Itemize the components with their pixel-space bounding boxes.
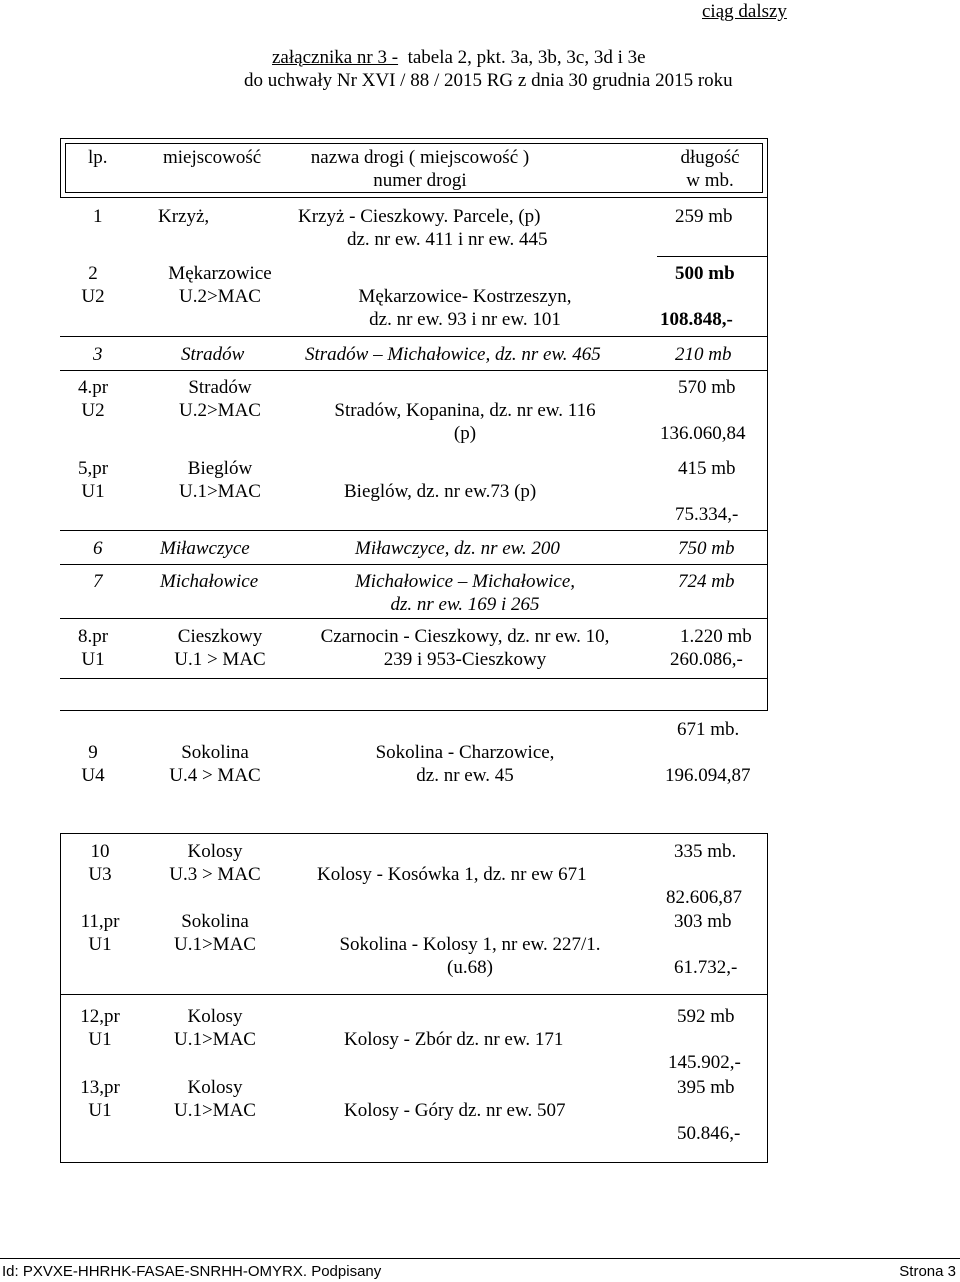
resolution-line: do uchwały Nr XVI / 88 / 2015 RG z dnia 30 grudnia 2015 roku (244, 70, 733, 91)
row3-nazwa: Stradów – Michałowice, dz. nr ew. 465 (305, 344, 601, 365)
document-id: Id: PXVXE-HHRHK-FASAE-SNRHH-OMYRX. Podpisany (2, 1263, 382, 1280)
row5-nazwa: Bieglów, dz. nr ew.73 (p) (344, 481, 537, 502)
row5-lp-code: U1 (81, 481, 105, 502)
row9-lp-code: U4 (81, 765, 105, 786)
row13-dlugosc: 395 mb (677, 1077, 735, 1098)
row6-nazwa: Miławczyce, dz. nr ew. 200 (355, 538, 560, 559)
row7-nazwa-line2: dz. nr ew. 169 i 265 (390, 594, 540, 615)
continued-note: ciąg dalszy (702, 1, 787, 22)
row4-value: 136.060,84 (660, 423, 746, 444)
row2-nazwa (330, 285, 600, 331)
row7-lp: 7 (93, 571, 103, 592)
row12-lp (70, 1005, 130, 1051)
row6-dlugosc: 750 mb (678, 538, 735, 559)
row4-lp-code: U2 (81, 400, 105, 421)
row2-lp (70, 262, 116, 308)
row2-value: 108.848,- (660, 309, 733, 330)
row12-lp-code: U1 (88, 1029, 112, 1050)
row1-separator (657, 256, 767, 257)
row9-value: 196.094,87 (665, 765, 751, 786)
row6-miejscowosc: Miławczyce (160, 538, 250, 559)
row11-miejscowosc-code: U.1>MAC (174, 934, 256, 955)
row10-miejscowosc-code: U.3 > MAC (169, 864, 261, 885)
row5-miejscowosc-name: Bieglów (187, 458, 253, 479)
column-dlugosc-line1: długość (680, 147, 740, 168)
row8-miejscowosc (150, 625, 290, 671)
row5-miejscowosc (150, 457, 290, 503)
row3-top-line (60, 336, 768, 337)
row1-lp: 1 (93, 206, 103, 227)
row5-value: 75.334,- (675, 504, 739, 525)
column-dlugosc (660, 146, 760, 192)
row12-nazwa: Kolosy - Zbór dz. nr ew. 171 (344, 1029, 564, 1050)
row12-dlugosc: 592 mb (677, 1006, 735, 1027)
row12-lp-number: 12,pr (80, 1006, 120, 1027)
row8-miejscowosc-code: U.1 > MAC (174, 649, 266, 670)
row2-nazwa-line1: Mękarzowice- Kostrzeszyn, (358, 286, 572, 307)
row13-nazwa: Kolosy - Góry dz. nr ew. 507 (344, 1100, 566, 1121)
row8-bottom-line (60, 678, 768, 679)
attachment-details: tabela 2, pkt. 3a, 3b, 3c, 3d i 3e (407, 47, 646, 68)
row8-value: 260.086,- (670, 649, 743, 670)
row2-dlugosc: 500 mb (675, 263, 735, 284)
row11-nazwa-line2: (u.68) (447, 957, 493, 978)
row11-lp-code: U1 (88, 934, 112, 955)
row11-nazwa (305, 933, 635, 979)
lower-table-separator (60, 994, 768, 995)
row4-miejscowosc-name: Stradów (188, 377, 252, 398)
row8-nazwa-line2: 239 i 953-Cieszkowy (383, 649, 547, 670)
row5-miejscowosc-code: U.1>MAC (179, 481, 261, 502)
attachment-header (272, 46, 646, 69)
row4-miejscowosc (150, 376, 290, 422)
row1-nazwa-line2: dz. nr ew. 411 i nr ew. 445 (347, 229, 548, 250)
row8-miejscowosc-name: Cieszkowy (177, 626, 263, 647)
row9-lp-number: 9 (88, 742, 98, 763)
row4-dlugosc: 570 mb (678, 377, 736, 398)
row4-lp-number: 4.pr (77, 377, 109, 398)
row7-bottom-line (60, 618, 768, 619)
column-nazwa (290, 146, 550, 192)
row7-nazwa-line1: Michałowice – Michałowice, (354, 571, 576, 592)
row9-miejscowosc-name: Sokolina (181, 742, 249, 763)
row3-dlugosc: 210 mb (675, 344, 732, 365)
row8-lp (70, 625, 116, 671)
row5-lp (70, 457, 116, 503)
row13-lp-code: U1 (88, 1100, 112, 1121)
table-right-border (767, 198, 768, 710)
column-miejscowosc: miejscowość (163, 147, 262, 168)
blank-row-line (60, 710, 768, 711)
row1-miejscowosc: Krzyż, (158, 206, 210, 227)
row13-miejscowosc-name: Kolosy (187, 1077, 243, 1098)
row11-miejscowosc (145, 910, 285, 956)
row13-lp-number: 13,pr (80, 1077, 120, 1098)
row8-dlugosc: 1.220 mb (680, 626, 752, 647)
row4-nazwa-line2: (p) (453, 423, 477, 444)
row3-bottom-line (60, 370, 768, 371)
page-number: Strona 3 (899, 1263, 956, 1280)
row8-nazwa (300, 625, 630, 671)
row5-lp-number: 5,pr (77, 458, 109, 479)
row9-nazwa-line2: dz. nr ew. 45 (416, 765, 514, 786)
row2-lp-number: 2 (88, 263, 98, 284)
row2-lp-code: U2 (81, 286, 105, 307)
row7-dlugosc: 724 mb (678, 571, 735, 592)
row11-value: 61.732,- (674, 957, 738, 978)
row8-nazwa-line1: Czarnocin - Cieszkowy, dz. nr ew. 10, (320, 626, 610, 647)
row10-lp-code: U3 (88, 864, 112, 885)
row11-miejscowosc-name: Sokolina (181, 911, 249, 932)
row13-miejscowosc (145, 1076, 285, 1122)
row2-miejscowosc (150, 262, 290, 308)
row4-nazwa-line1: Stradów, Kopanina, dz. nr ew. 116 (334, 400, 596, 421)
row6-lp: 6 (93, 538, 103, 559)
row3-miejscowosc: Stradów (181, 344, 245, 365)
column-lp: lp. (88, 147, 108, 168)
row10-nazwa: Kolosy - Kosówka 1, dz. nr ew 671 (317, 864, 587, 885)
row12-miejscowosc-code: U.1>MAC (174, 1029, 256, 1050)
footer-separator (0, 1258, 960, 1259)
row13-miejscowosc-code: U.1>MAC (174, 1100, 256, 1121)
row2-miejscowosc-code: U.2>MAC (179, 286, 261, 307)
row2-miejscowosc-name: Mękarzowice (168, 263, 272, 284)
attachment-label: załącznika nr 3 - (272, 47, 399, 68)
row9-miejscowosc (145, 741, 285, 787)
row2-nazwa-line2: dz. nr ew. 93 i nr ew. 101 (369, 309, 561, 330)
row10-value: 82.606,87 (666, 887, 742, 908)
row11-nazwa-line1: Sokolina - Kolosy 1, nr ew. 227/1. (339, 934, 601, 955)
column-nazwa-line2: numer drogi (373, 170, 467, 191)
row12-miejscowosc-name: Kolosy (187, 1006, 243, 1027)
row1-dlugosc: 259 mb (675, 206, 733, 227)
row4-lp (70, 376, 116, 422)
row9-nazwa (320, 741, 610, 787)
row13-value: 50.846,- (677, 1123, 741, 1144)
column-nazwa-line1: nazwa drogi ( miejscowość ) (310, 147, 530, 168)
row9-dlugosc: 671 mb. (677, 719, 740, 740)
row5-dlugosc: 415 mb (678, 458, 736, 479)
row11-dlugosc: 303 mb (674, 911, 732, 932)
row9-lp (70, 741, 116, 787)
row5-bottom-line (60, 530, 768, 531)
row10-lp (70, 840, 130, 886)
row3-lp: 3 (93, 344, 103, 365)
row6-bottom-line (60, 564, 768, 565)
row4-nazwa (300, 399, 630, 445)
row9-miejscowosc-code: U.4 > MAC (169, 765, 261, 786)
row1-nazwa-line1: Krzyż - Cieszkowy. Parcele, (p) (298, 206, 541, 227)
row11-lp-number: 11,pr (80, 911, 120, 932)
row13-lp (70, 1076, 130, 1122)
row10-miejscowosc-name: Kolosy (187, 841, 243, 862)
row9-nazwa-line1: Sokolina - Charzowice, (375, 742, 555, 763)
column-dlugosc-line2: w mb. (686, 170, 734, 191)
row4-miejscowosc-code: U.2>MAC (179, 400, 261, 421)
row12-value: 145.902,- (668, 1052, 741, 1073)
row7-miejscowosc: Michałowice (160, 571, 259, 592)
row11-lp (70, 910, 130, 956)
row8-lp-number: 8.pr (77, 626, 109, 647)
row8-lp-code: U1 (81, 649, 105, 670)
row12-miejscowosc (145, 1005, 285, 1051)
row7-nazwa (325, 570, 605, 616)
row10-miejscowosc (145, 840, 285, 886)
row10-lp-number: 10 (90, 841, 110, 862)
row10-dlugosc: 335 mb. (674, 841, 737, 862)
